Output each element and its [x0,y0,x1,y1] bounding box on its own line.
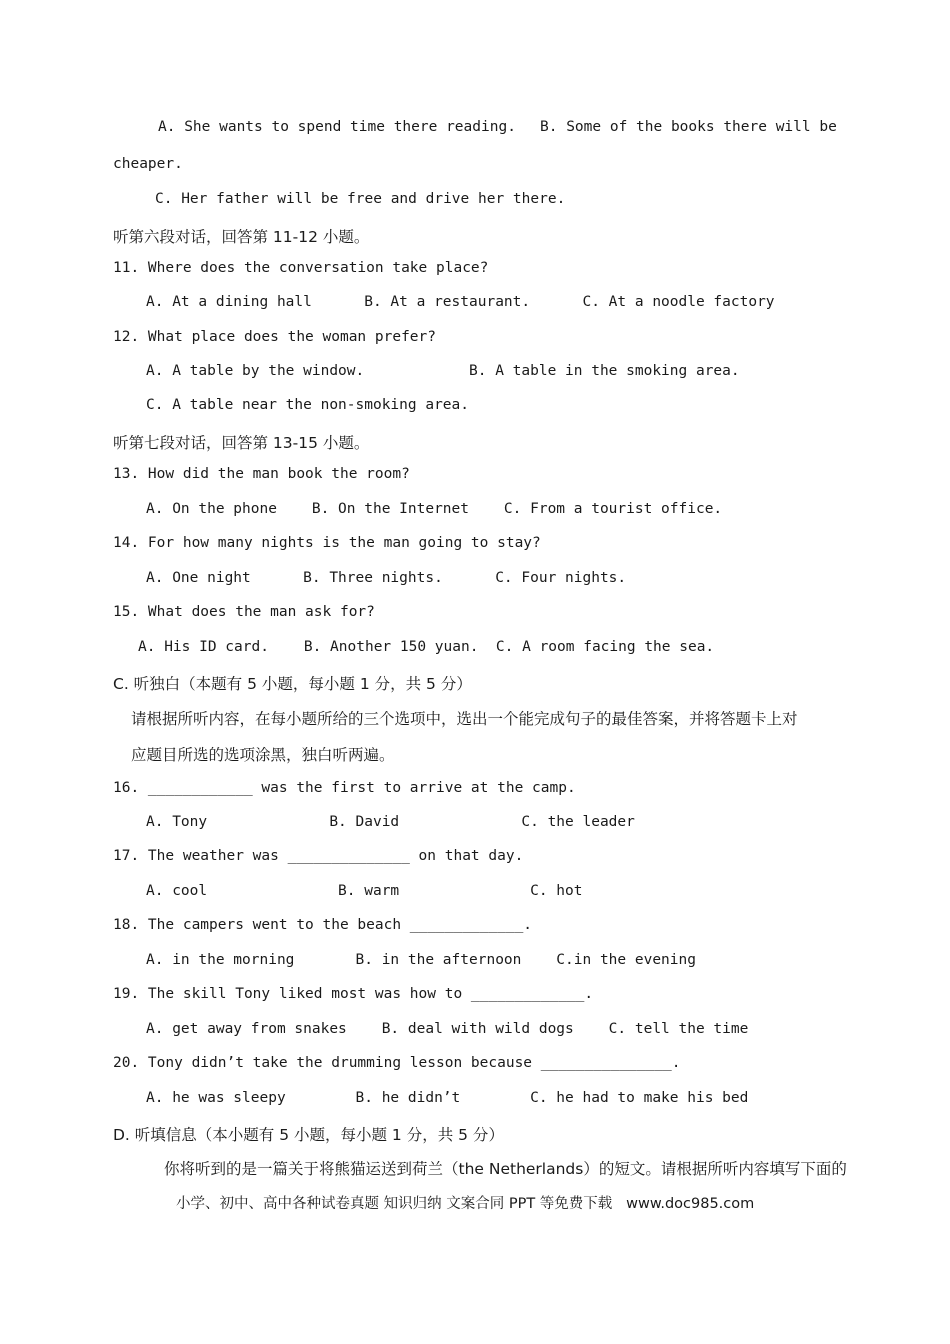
question-11: 11. Where does the conversation take place? [113,260,489,276]
q10-option-b: B. Some of the books there will be [540,119,837,135]
question-14-options: A. One night B. Three nights. C. Four nights. [146,570,627,586]
question-19-options: A. get away from snakes B. deal with wild dogs C. tell the time [146,1021,749,1037]
question-13-options: A. On the phone B. On the Internet C. From a tourist office. [146,501,723,517]
page-footer: 小学、初中、高中各种试卷真题 知识归纳 文案合同 PPT 等免费下载 www.doc985.com [176,1196,755,1212]
question-15: 15. What does the man ask for? [113,604,375,620]
q10-option-b-continued: cheaper. [113,156,183,172]
question-17-options: A. cool B. warm C. hot [146,883,583,899]
question-12: 12. What place does the woman prefer? [113,329,437,345]
question-19: 19. The skill Tony liked most was how to _____________. [113,986,594,1002]
section-c-instructions-line-2: 应题目所选的选项涂黑，独白听两遍。 [131,746,395,764]
section-c-header: C. 听独白（本题有 5 小题，每小题 1 分，共 5 分） [113,675,472,693]
question-16-options: A. Tony B. David C. the leader [146,814,635,830]
question-17: 17. The weather was ______________ on that day. [113,848,524,864]
section-d-instructions: 你将听到的是一篇关于将熊猫运送到荷兰（the Netherlands）的短文。请根据所听内容填写下面的 [164,1160,847,1178]
question-11-options: A. At a dining hall B. At a restaurant. C. At a noodle factory [146,294,775,310]
section-d-header: D. 听填信息（本小题有 5 小题，每小题 1 分，共 5 分） [113,1126,504,1144]
section-6-header: 听第六段对话，回答第 11-12 小题。 [113,228,370,246]
question-12-option-c: C. A table near the non-smoking area. [146,397,470,413]
q10-option-a: A. She wants to spend time there reading. [158,119,516,135]
question-18-options: A. in the morning B. in the afternoon C.in the evening [146,952,696,968]
question-20-options: A. he was sleepy B. he didn’t C. he had to make his bed [146,1090,749,1106]
q10-option-c: C. Her father will be free and drive her there. [155,191,566,207]
question-12-options: A. A table by the window. B. A table in the smoking area. [146,363,740,379]
section-7-header: 听第七段对话，回答第 13-15 小题。 [113,434,370,452]
question-16: 16. ____________ was the first to arrive at the camp. [113,780,576,796]
question-20: 20. Tony didn’t take the drumming lesson because _______________. [113,1055,681,1071]
question-14: 14. For how many nights is the man going to stay? [113,535,541,551]
question-13: 13. How did the man book the room? [113,466,410,482]
question-18: 18. The campers went to the beach _____________. [113,917,533,933]
section-c-instructions-line-1: 请根据所听内容，在每小题所给的三个选项中，选出一个能完成句子的最佳答案，并将答题卡上对 [131,710,798,728]
question-15-options: A. His ID card. B. Another 150 yuan. C. A room facing the sea. [138,639,715,655]
